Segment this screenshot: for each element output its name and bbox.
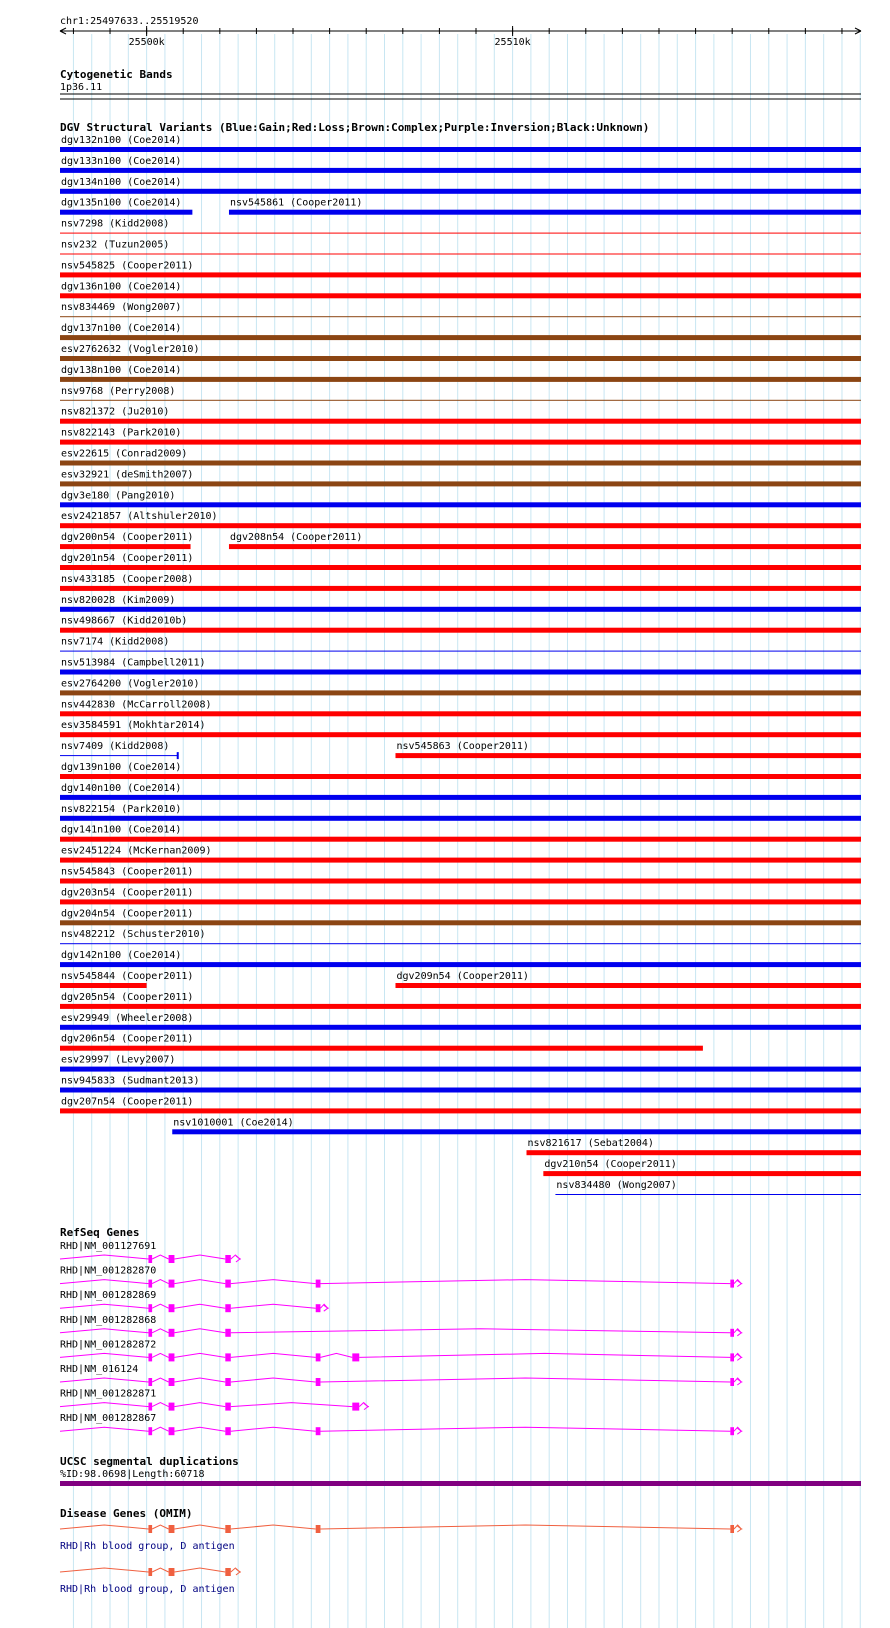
gene-model[interactable] — [60, 1413, 742, 1435]
dgv-feature-label: nsv7174 (Kidd2008) — [61, 636, 170, 648]
dgv-feature[interactable] — [60, 323, 861, 340]
dgv-feature-bar[interactable] — [527, 1150, 861, 1155]
exon-block[interactable] — [352, 1353, 359, 1361]
dgv-feature[interactable] — [60, 407, 861, 424]
dgv-feature[interactable] — [60, 511, 861, 528]
gene-model[interactable] — [60, 1266, 742, 1288]
dgv-feature[interactable] — [60, 574, 861, 591]
dgv-feature[interactable] — [60, 825, 861, 842]
dgv-feature-bar[interactable] — [60, 544, 191, 549]
exon-block[interactable] — [148, 1378, 152, 1386]
dgv-feature-label: esv32921 (deSmith2007) — [61, 469, 194, 481]
refseq-gene-list — [60, 1241, 742, 1435]
dgv-feature-label: nsv513984 (Campbell2011) — [61, 657, 206, 669]
exon-block[interactable] — [169, 1427, 175, 1435]
dgv-feature[interactable] — [60, 595, 861, 612]
cytoband-label: 1p36.11 — [60, 82, 103, 93]
dgv-feature-bar[interactable] — [60, 732, 861, 737]
ruler-track — [60, 16, 861, 48]
dgv-feature[interactable] — [229, 532, 861, 549]
dgv-feature[interactable] — [172, 1117, 861, 1134]
exon-block[interactable] — [148, 1403, 152, 1411]
dgv-feature-bar[interactable] — [229, 544, 861, 549]
omim-track-title[interactable]: Disease Genes (OMIM) — [60, 1507, 193, 1520]
strand-arrow-icon — [737, 1428, 741, 1434]
dgv-feature[interactable] — [60, 846, 861, 863]
gene-model[interactable] — [60, 1389, 369, 1411]
dgv-feature-label: nsv945833 (Sudmant2013) — [61, 1075, 200, 1087]
dgv-feature-bar[interactable] — [60, 670, 861, 675]
dgv-feature-bar[interactable] — [60, 565, 861, 570]
exon-block[interactable] — [316, 1378, 321, 1386]
dgv-feature-label: esv2421857 (Altshuler2010) — [61, 511, 218, 523]
dgv-feature-label: dgv133n100 (Coe2014) — [61, 155, 182, 167]
dgv-feature[interactable] — [60, 1076, 861, 1093]
dgv-feature[interactable] — [60, 867, 861, 884]
dgv-feature-label: dgv137n100 (Coe2014) — [61, 323, 182, 335]
gene-model[interactable] — [60, 1364, 742, 1386]
dgv-feature[interactable] — [395, 971, 861, 988]
dgv-feature[interactable] — [60, 908, 861, 925]
dgv-feature-bar[interactable] — [60, 440, 861, 445]
position-readout: chr1:25497633..25519520 — [60, 16, 199, 27]
dgv-feature-bar[interactable] — [60, 356, 861, 361]
ruler-tick-label: 25510k — [494, 37, 531, 48]
dgv-feature[interactable] — [60, 929, 861, 944]
gene-model[interactable] — [60, 1241, 241, 1263]
dgv-feature-bar[interactable] — [60, 858, 861, 863]
segdup-bar[interactable] — [60, 1481, 861, 1486]
dgv-feature-bar[interactable] — [172, 1129, 861, 1134]
exon-block[interactable] — [148, 1329, 152, 1337]
intron-line — [60, 1525, 741, 1529]
dgv-feature-bar[interactable] — [60, 272, 861, 277]
dgv-feature[interactable] — [60, 720, 861, 737]
dgv-feature[interactable] — [60, 198, 192, 215]
exon-block[interactable] — [169, 1255, 175, 1263]
dgv-feature-label: nsv482212 (Schuster2010) — [61, 929, 206, 941]
dgv-feature-bar[interactable] — [60, 481, 861, 486]
exon-block[interactable] — [169, 1329, 175, 1337]
dgv-feature-label: dgv210n54 (Cooper2011) — [544, 1159, 677, 1171]
dgv-feature-label: dgv134n100 (Coe2014) — [61, 176, 182, 188]
dgv-feature[interactable] — [60, 1055, 861, 1072]
dgv-feature-bar[interactable] — [395, 753, 861, 758]
dgv-feature-label: nsv7409 (Kidd2008) — [61, 741, 170, 753]
dgv-feature-bar[interactable] — [60, 1025, 861, 1030]
dgv-feature[interactable] — [60, 762, 861, 779]
dgv-feature-bar[interactable] — [60, 774, 861, 779]
dgv-feature-list — [60, 135, 861, 1195]
dgv-feature[interactable] — [60, 260, 861, 277]
dgv-feature-bar[interactable] — [60, 147, 861, 152]
intron-line — [60, 1329, 741, 1333]
dgv-feature-label: dgv140n100 (Coe2014) — [61, 782, 182, 794]
dgv-feature-bar[interactable] — [60, 254, 861, 255]
exon-block[interactable] — [148, 1304, 152, 1312]
exon-block[interactable] — [225, 1255, 230, 1263]
gene-label[interactable]: RHD|NM_001127691 — [60, 1241, 157, 1252]
gene-label[interactable]: RHD|Rh blood group, D antigen — [60, 1584, 235, 1595]
gene-label[interactable]: RHD|NM_001282869 — [60, 1290, 157, 1302]
dgv-feature[interactable] — [60, 783, 861, 800]
gene-model[interactable] — [60, 1339, 742, 1361]
dgv-feature-label: dgv206n54 (Cooper2011) — [61, 1033, 194, 1045]
dgv-feature[interactable] — [60, 637, 861, 652]
segdup-label: %ID:98.0698|Length:60718 — [60, 1469, 205, 1480]
dgv-feature-bar[interactable] — [60, 168, 861, 173]
gene-model[interactable] — [60, 1568, 241, 1595]
exon-block[interactable] — [316, 1427, 321, 1435]
dgv-feature-bar[interactable] — [60, 523, 861, 528]
dgv-feature[interactable] — [60, 804, 861, 821]
dgv-feature-bar[interactable] — [60, 293, 861, 298]
exon-block[interactable] — [316, 1304, 321, 1312]
dgv-feature[interactable] — [60, 240, 861, 255]
cytoband-track-title[interactable]: Cytogenetic Bands — [60, 68, 173, 81]
dgv-feature-bar[interactable] — [60, 1088, 861, 1093]
dgv-feature-bar[interactable] — [60, 502, 861, 507]
dgv-feature-bar[interactable] — [60, 1004, 861, 1009]
dgv-feature-label: dgv138n100 (Coe2014) — [61, 364, 182, 376]
dgv-feature-label: nsv834480 (Wong2007) — [556, 1180, 677, 1191]
dgv-feature[interactable] — [60, 616, 861, 633]
gene-model[interactable] — [60, 1525, 742, 1552]
dgv-feature-label: nsv834469 (Wong2007) — [61, 302, 182, 314]
dgv-feature-label: nsv9768 (Perry2008) — [61, 385, 176, 397]
dgv-feature[interactable] — [60, 135, 861, 152]
exon-block[interactable] — [316, 1353, 321, 1361]
dgv-feature-label: esv2764200 (Vogler2010) — [61, 678, 200, 690]
dgv-feature-label: nsv545843 (Cooper2011) — [61, 866, 194, 878]
dgv-feature[interactable] — [60, 365, 861, 382]
dgv-feature-bar[interactable] — [60, 755, 178, 756]
cytoband-track — [60, 68, 861, 99]
dgv-feature-bar[interactable] — [60, 335, 861, 340]
segdup-track-title[interactable]: UCSC segmental duplications — [60, 1455, 239, 1468]
exon-block[interactable] — [225, 1525, 230, 1533]
dgv-feature-label: dgv136n100 (Coe2014) — [61, 281, 182, 293]
dgv-feature-label: esv22615 (Conrad2009) — [61, 448, 188, 460]
dgv-feature-bar[interactable] — [60, 628, 861, 633]
dgv-feature-bar[interactable] — [60, 795, 861, 800]
dgv-feature-bar[interactable] — [60, 690, 861, 695]
dgv-feature-bar[interactable] — [555, 1194, 861, 1195]
dgv-feature-bar[interactable] — [60, 233, 861, 234]
dgv-feature[interactable] — [60, 469, 861, 486]
dgv-feature-bar[interactable] — [60, 943, 861, 944]
exon-block[interactable] — [352, 1403, 359, 1411]
dgv-feature-label: dgv200n54 (Cooper2011) — [61, 532, 194, 544]
dgv-feature-label: esv3584591 (Mokhtar2014) — [61, 720, 206, 732]
dgv-feature[interactable] — [60, 344, 861, 361]
dgv-feature-label: dgv201n54 (Cooper2011) — [61, 553, 194, 564]
refseq-track-title[interactable]: RefSeq Genes — [60, 1226, 140, 1239]
dgv-feature[interactable] — [60, 971, 193, 988]
omim-track — [60, 1507, 742, 1595]
intron-line — [60, 1304, 328, 1308]
dgv-feature-bar[interactable] — [60, 316, 861, 317]
dgv-feature-label: nsv1010001 (Coe2014) — [173, 1117, 294, 1129]
exon-block[interactable] — [169, 1568, 175, 1576]
dgv-feature-bar[interactable] — [60, 400, 861, 401]
exon-block[interactable] — [316, 1525, 321, 1533]
exon-block[interactable] — [225, 1427, 230, 1435]
dgv-feature-bar[interactable] — [60, 189, 861, 194]
exon-block[interactable] — [730, 1280, 734, 1288]
dgv-feature[interactable] — [60, 678, 861, 695]
exon-block[interactable] — [148, 1427, 152, 1435]
dgv-feature-label: dgv208n54 (Cooper2011) — [229, 532, 363, 544]
dgv-feature-label: dgv203n54 (Cooper2011) — [61, 887, 194, 899]
dgv-feature-end-mark — [177, 752, 179, 759]
dgv-feature-label: nsv820028 (Kim2009) — [61, 594, 176, 606]
dgv-feature-label: esv29949 (Wheeler2008) — [61, 1012, 194, 1024]
exon-block[interactable] — [148, 1525, 152, 1533]
refseq-track — [60, 1226, 742, 1435]
dgv-feature[interactable] — [60, 386, 861, 401]
exon-block[interactable] — [225, 1329, 230, 1337]
gene-model[interactable] — [60, 1315, 742, 1337]
strand-arrow-icon — [737, 1379, 741, 1385]
exon-block[interactable] — [316, 1280, 321, 1288]
dgv-feature-label: nsv545844 (Cooper2011) — [61, 971, 194, 982]
dgv-feature[interactable] — [555, 1180, 861, 1195]
exon-block[interactable] — [730, 1427, 734, 1435]
dgv-feature[interactable] — [60, 156, 861, 173]
dgv-feature-bar[interactable] — [60, 210, 192, 215]
intron-line — [60, 1353, 741, 1357]
gene-label[interactable]: RHD|NM_001282868 — [60, 1314, 157, 1326]
exon-block[interactable] — [225, 1280, 230, 1288]
gene-label[interactable]: RHD|Rh blood group, D antigen — [60, 1541, 235, 1552]
strand-arrow-icon — [737, 1330, 741, 1336]
dgv-feature[interactable] — [60, 1034, 703, 1051]
dgv-track-title[interactable]: DGV Structural Variants (Blue:Gain;Red:Loss;Brown:Complex;Purple:Inversion;Black:Unknown) — [60, 121, 650, 134]
dgv-feature-bar[interactable] — [60, 586, 861, 591]
exon-block[interactable] — [169, 1304, 175, 1312]
dgv-feature-bar[interactable] — [60, 377, 861, 382]
dgv-feature-label: nsv433185 (Cooper2008) — [61, 573, 194, 585]
dgv-feature-label: dgv204n54 (Cooper2011) — [61, 908, 194, 920]
dgv-feature[interactable] — [60, 219, 861, 234]
dgv-feature-label: dgv205n54 (Cooper2011) — [61, 991, 194, 1003]
ruler-tick-label: 25500k — [128, 37, 165, 48]
dgv-feature-label: nsv442830 (McCarroll2008) — [61, 699, 212, 711]
gene-label[interactable]: RHD|NM_001282867 — [60, 1413, 157, 1425]
dgv-feature[interactable] — [60, 281, 861, 298]
dgv-feature-bar[interactable] — [60, 837, 861, 842]
exon-block[interactable] — [730, 1378, 734, 1386]
dgv-feature-bar[interactable] — [60, 899, 861, 904]
dgv-feature-label: nsv822143 (Park2010) — [61, 427, 182, 439]
exon-block[interactable] — [148, 1280, 152, 1288]
dgv-feature[interactable] — [395, 741, 861, 758]
dgv-feature-bar[interactable] — [60, 1046, 703, 1051]
dgv-feature[interactable] — [527, 1138, 861, 1155]
dgv-feature-label: nsv545825 (Cooper2011) — [61, 260, 194, 272]
exon-block[interactable] — [225, 1378, 230, 1386]
exon-block[interactable] — [730, 1329, 734, 1337]
dgv-feature-label: nsv7298 (Kidd2008) — [61, 218, 170, 230]
dgv-feature-bar[interactable] — [60, 1108, 861, 1113]
exon-block[interactable] — [225, 1353, 230, 1361]
gene-label[interactable]: RHD|NM_001282871 — [60, 1388, 157, 1400]
dgv-feature-bar[interactable] — [60, 879, 861, 884]
dgv-feature-label: nsv232 (Tuzun2005) — [61, 239, 170, 251]
dgv-feature-label: nsv498667 (Kidd2010b) — [61, 615, 188, 627]
dgv-feature-label: dgv3e180 (Pang2010) — [61, 490, 176, 502]
dgv-feature[interactable] — [60, 1096, 861, 1113]
dgv-feature-bar[interactable] — [60, 461, 861, 466]
dgv-feature[interactable] — [60, 741, 179, 759]
exon-block[interactable] — [148, 1353, 152, 1361]
gene-model[interactable] — [60, 1290, 329, 1312]
gene-label[interactable]: RHD|NM_001282870 — [60, 1265, 157, 1277]
exon-block[interactable] — [225, 1304, 230, 1312]
dgv-feature-bar[interactable] — [395, 983, 861, 988]
exon-block[interactable] — [169, 1378, 175, 1386]
dgv-feature-bar[interactable] — [60, 711, 861, 716]
dgv-feature-label: nsv545861 (Cooper2011) — [229, 197, 363, 209]
omim-gene-list — [60, 1525, 742, 1595]
gene-label[interactable]: RHD|NM_001282872 — [60, 1339, 157, 1351]
intron-line — [60, 1403, 368, 1407]
dgv-feature-bar[interactable] — [60, 419, 861, 424]
dgv-feature-bar[interactable] — [60, 983, 147, 988]
dgv-feature-label: nsv822154 (Park2010) — [61, 803, 182, 815]
dgv-feature-bar[interactable] — [60, 607, 861, 612]
exon-block[interactable] — [169, 1280, 175, 1288]
exon-block[interactable] — [225, 1403, 230, 1411]
dgv-feature[interactable] — [60, 532, 193, 549]
dgv-feature-bar[interactable] — [60, 816, 861, 821]
exon-block[interactable] — [225, 1568, 230, 1576]
dgv-feature[interactable] — [60, 428, 861, 445]
exon-block[interactable] — [169, 1353, 175, 1361]
dgv-feature[interactable] — [60, 699, 861, 716]
dgv-feature-bar[interactable] — [60, 651, 861, 652]
exon-block[interactable] — [169, 1403, 175, 1411]
dgv-feature-label: esv2762632 (Vogler2010) — [61, 344, 200, 355]
dgv-feature-label: dgv139n100 (Coe2014) — [61, 762, 182, 773]
dgv-feature-label: dgv207n54 (Cooper2011) — [61, 1096, 194, 1108]
intron-line — [60, 1378, 741, 1382]
exon-block[interactable] — [169, 1525, 175, 1533]
dgv-feature[interactable] — [60, 887, 861, 904]
strand-arrow-icon — [324, 1305, 328, 1311]
dgv-feature-bar[interactable] — [60, 920, 861, 925]
dgv-feature-bar[interactable] — [60, 1067, 861, 1072]
dgv-feature-label: dgv141n100 (Coe2014) — [61, 824, 182, 836]
intron-line — [60, 1280, 741, 1284]
strand-arrow-icon — [737, 1281, 741, 1287]
dgv-feature-bar[interactable] — [229, 210, 861, 215]
dgv-feature-label: nsv821372 (Ju2010) — [61, 406, 170, 418]
dgv-feature[interactable] — [60, 449, 861, 466]
exon-block[interactable] — [148, 1568, 152, 1576]
dgv-feature-label: dgv135n100 (Coe2014) — [61, 197, 182, 209]
dgv-feature-bar[interactable] — [543, 1171, 861, 1176]
exon-block[interactable] — [730, 1353, 734, 1361]
dgv-feature[interactable] — [60, 553, 861, 570]
dgv-feature[interactable] — [60, 1013, 861, 1030]
dgv-feature-label: dgv209n54 (Cooper2011) — [396, 971, 529, 982]
dgv-feature[interactable] — [60, 658, 861, 675]
exon-block[interactable] — [730, 1525, 734, 1533]
dgv-feature-label: esv2451224 (McKernan2009) — [61, 845, 212, 857]
gene-label[interactable]: RHD|NM_016124 — [60, 1364, 139, 1375]
dgv-feature[interactable] — [60, 992, 861, 1009]
dgv-feature[interactable] — [60, 490, 861, 507]
dgv-feature-label: nsv545863 (Cooper2011) — [396, 741, 529, 753]
dgv-feature[interactable] — [229, 198, 861, 215]
segdup-track — [60, 1455, 861, 1486]
dgv-feature-label: dgv142n100 (Coe2014) — [61, 950, 182, 962]
dgv-feature-label: dgv132n100 (Coe2014) — [61, 135, 182, 146]
dgv-feature[interactable] — [60, 177, 861, 194]
dgv-feature[interactable] — [60, 302, 861, 317]
dgv-track — [60, 121, 861, 1195]
dgv-feature-bar[interactable] — [60, 962, 861, 967]
dgv-feature[interactable] — [543, 1159, 861, 1176]
intron-line — [60, 1427, 741, 1431]
dgv-feature-label: nsv821617 (Sebat2004) — [527, 1138, 654, 1150]
dgv-feature[interactable] — [60, 950, 861, 967]
exon-block[interactable] — [148, 1255, 152, 1263]
dgv-feature-label: esv29997 (Levy2007) — [61, 1054, 176, 1066]
strand-arrow-icon — [737, 1354, 741, 1360]
strand-arrow-icon — [737, 1526, 741, 1532]
